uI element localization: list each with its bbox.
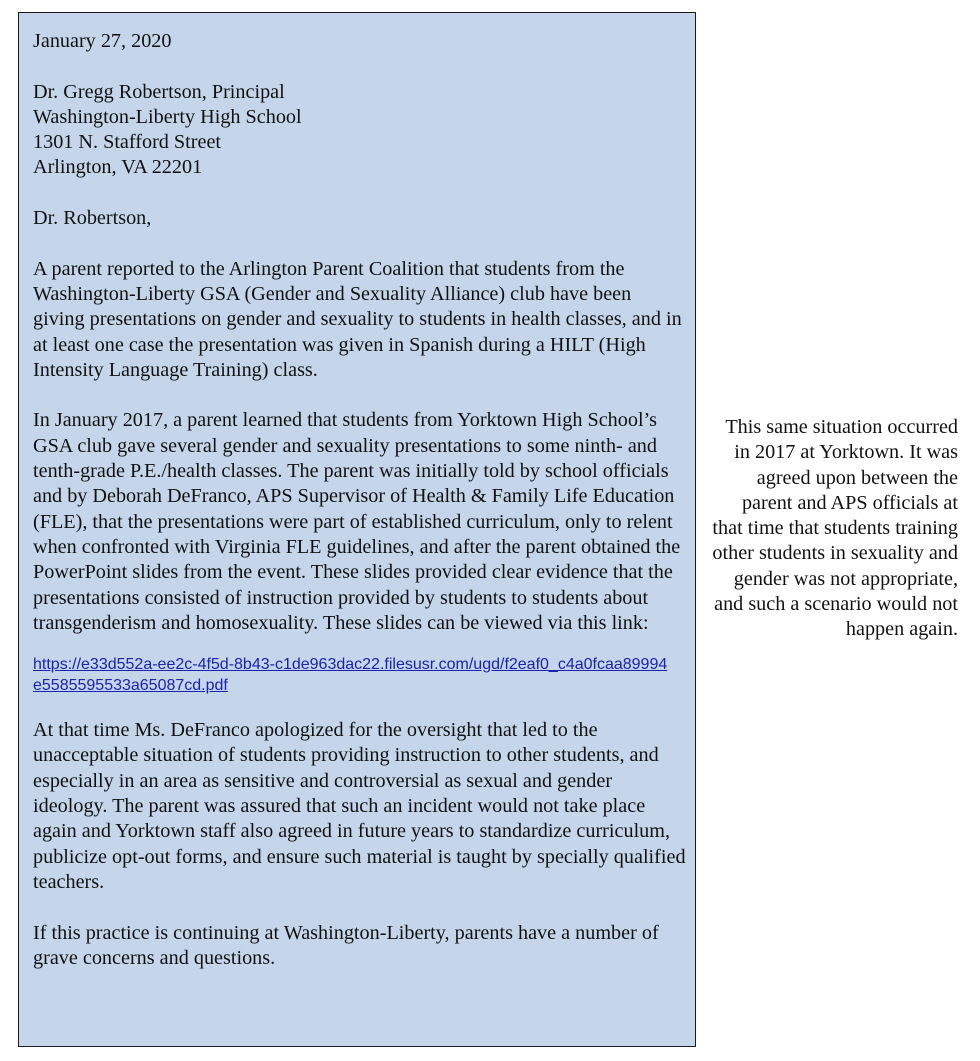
letter-panel	[18, 12, 696, 1047]
letter-salutation: Dr. Robertson,	[33, 207, 152, 230]
slides-link[interactable]: https://e33d552a-ee2c-4f5d-8b43-c1de963dac22.filesusr.com/ugd/f2eaf0_c4a0fcaa89994e5585595533a65087cd.pdf	[33, 656, 668, 695]
letter-paragraph-1: A parent reported to the Arlington Parent Coalition that students from the Washington-Liberty GSA (Gender and Sexuality Alliance) club have been giving presentations on gender and sexuality to students in health classes, and in at least one case the presentation was given in Spanish during a HILT (High Intensity Language Training) class.	[33, 257, 682, 381]
address-line-city: Arlington, VA 22201	[33, 156, 203, 179]
address-line-school: Washington-Liberty High School	[33, 105, 302, 128]
recipient-address	[33, 80, 687, 181]
letter-date: January 27, 2020	[33, 30, 172, 52]
address-line-street: 1301 N. Stafford Street	[33, 131, 222, 154]
letter-paragraph-4: If this practice is continuing at Washington-Liberty, parents have a number of grave concerns and questions.	[33, 921, 659, 969]
side-annotation: This same situation occurred in 2017 at Yorktown. It was agreed upon between the parent and APS officials at that time that students training other students in sexuality and gender was not appropriate, and such a scenario would not happen again.	[712, 416, 958, 641]
address-line-name: Dr. Gregg Robertson, Principal	[33, 80, 285, 103]
letter-paragraph-3: At that time Ms. DeFranco apologized for the oversight that led to the unacceptable situation of students providing instruction to other students, and especially in an area as sensitive and controversial as sexual and gender ideology. The parent was assured that such an incident would not take place again and Yorktown staff also agreed in future years to standardize curriculum, publicize opt-out forms, and ensure such material is taught by specially qualified teachers.	[33, 719, 686, 893]
letter-paragraph-2: In January 2017, a parent learned that students from Yorktown High School’s GSA club gave several gender and sexuality presentations to some ninth- and tenth-grade P.E./health classes. The parent was initially told by school officials and by Deborah DeFranco, APS Supervisor of Health & Family Life Education (FLE), that the presentations were part of established curriculum, only to relent when confronted with Virginia FLE guidelines, and after the parent obtained the PowerPoint slides from the event. These slides provided clear evidence that the presentations consisted of instruction provided by students to students about transgenderism and homosexuality. These slides can be viewed via this link:	[33, 409, 681, 634]
